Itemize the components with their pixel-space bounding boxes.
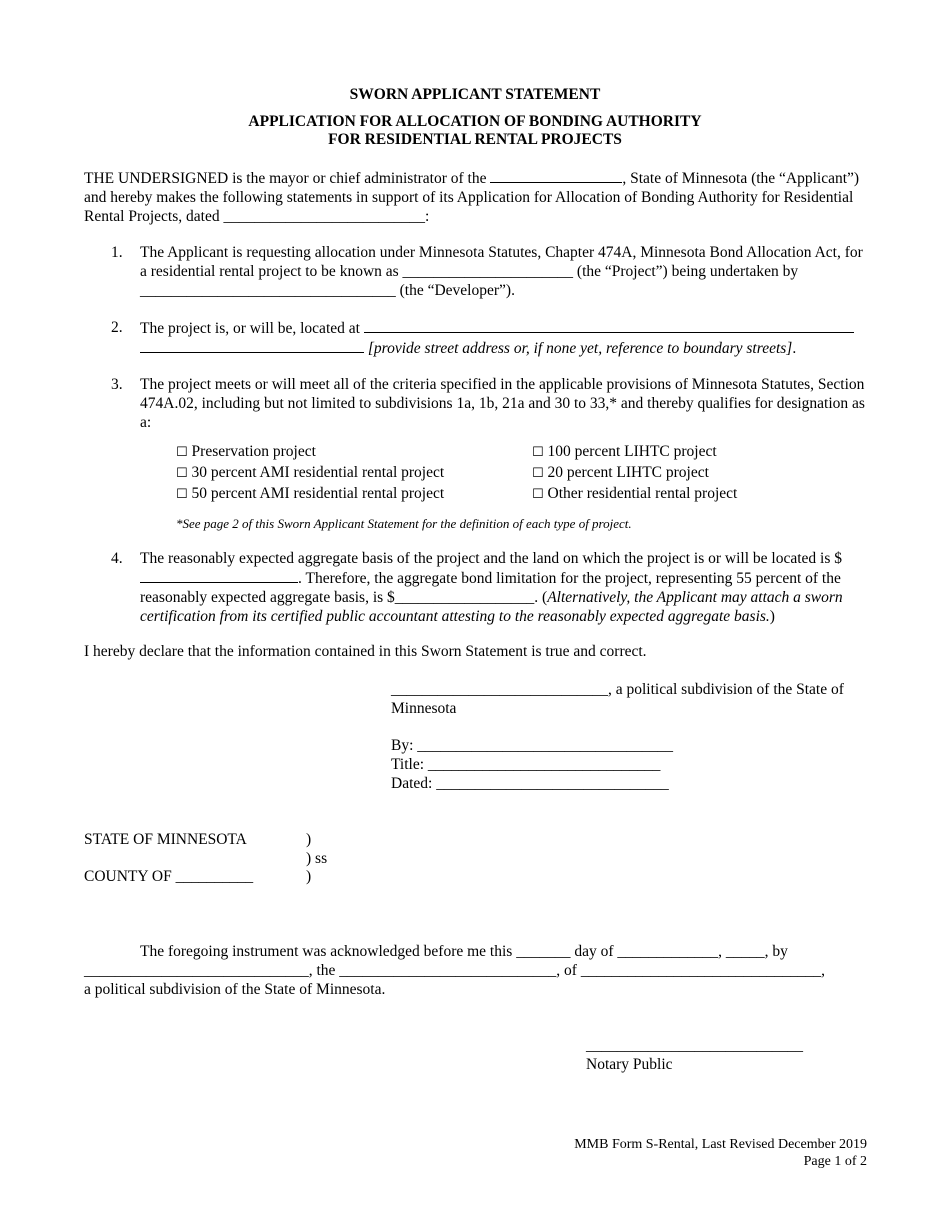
item-2-label: The project is, or will be, located at — [140, 320, 364, 337]
option-label: Preservation project — [191, 443, 316, 460]
applicant-name-blank[interactable] — [490, 168, 622, 183]
location-blank-2[interactable] — [140, 338, 364, 353]
item-4-close: ) — [769, 608, 775, 625]
aggregate-basis-blank[interactable] — [140, 568, 298, 583]
notary-label: Notary Public — [586, 1056, 673, 1073]
project-type-footnote: *See page 2 of this Sworn Applicant Statement for the definition of each type of project. — [176, 516, 632, 531]
option-label: 30 percent AMI residential rental project — [191, 464, 445, 481]
declaration-text: I hereby declare that the information contained in this Sworn Statement is true and correct. — [84, 643, 647, 660]
intro-paragraph — [84, 168, 867, 226]
item-2-period: . — [792, 340, 797, 357]
item-1-number: 1. — [111, 244, 123, 261]
venue-ss: ) ss — [306, 850, 328, 867]
form-revision: MMB Form S-Rental, Last Revised December 2019 — [574, 1137, 867, 1152]
venue-state: STATE OF MINNESOTA — [84, 831, 247, 848]
option-preservation[interactable] — [176, 442, 316, 462]
signature-entity-line: ____________________________, a political subdivision of the State of Minnesota — [391, 681, 844, 717]
option-label: Other residential rental project — [547, 485, 738, 502]
option-label: 100 percent LIHTC project — [547, 443, 717, 460]
checkbox-icon[interactable]: ☐ — [176, 445, 188, 460]
item-4-number: 4. — [111, 550, 123, 567]
checkbox-icon[interactable]: ☐ — [176, 466, 188, 481]
subtitle-line-2: FOR RESIDENTIAL RENTAL PROJECTS — [328, 131, 622, 148]
intro-text-1: THE UNDERSIGNED is the mayor or chief administrator of the — [84, 170, 491, 187]
option-100-lihtc[interactable] — [532, 442, 717, 462]
intro-text-2: , State of Minnesota (the “Applicant”) and hereby makes the following statements in support of its Application for Allocation of Bonding Authority for Residential Rental Projects, dated — [84, 170, 860, 225]
item-2-number: 2. — [111, 319, 123, 336]
location-blank-1[interactable] — [364, 318, 854, 333]
checkbox-icon[interactable]: ☐ — [532, 445, 544, 460]
option-50-ami[interactable] — [176, 484, 444, 504]
acknowledgment-line-1: The foregoing instrument was acknowledged before me this _______ day of _____________, _____, by — [140, 943, 788, 960]
item-4-text-2: . Therefore, the aggregate bond limitation for the project, representing 55 percent of the reasonably expected aggregate basis, is $__________________. ( — [140, 570, 841, 606]
item-4-text-1: The reasonably expected aggregate basis of the project and the land on which the project is or will be located is $ — [140, 550, 842, 567]
checkbox-icon[interactable]: ☐ — [176, 487, 188, 502]
item-1-text: The Applicant is requesting allocation under Minnesota Statutes, Chapter 474A, Minnesota Bond Allocation Act, for a residential rental project to be known as ______________________ (the “Project”) being undertaken by _________________________________ (the “Developer”). — [140, 244, 863, 299]
option-label: 20 percent LIHTC project — [547, 464, 709, 481]
notary-signature-line: ____________________________ — [586, 1037, 803, 1054]
page-number: Page 1 of 2 — [803, 1154, 867, 1169]
venue-paren-1: ) — [306, 831, 312, 848]
venue-county: COUNTY OF __________ — [84, 868, 254, 885]
subtitle-line-1: APPLICATION FOR ALLOCATION OF BONDING AUTHORITY — [248, 113, 702, 130]
option-30-ami[interactable] — [176, 463, 444, 483]
location-instruction: [provide street address or, if none yet, reference to boundary streets] — [367, 340, 793, 357]
item-2-text — [140, 318, 867, 358]
signature-by: By: _________________________________ — [391, 737, 674, 754]
page-footer — [574, 1136, 867, 1170]
checkbox-icon[interactable]: ☐ — [532, 487, 544, 502]
item-3-text: The project meets or will meet all of the criteria specified in the applicable provisions of Minnesota Statutes, Section 474A.02, including but not limited to subdivisions 1a, 1b, 21a and 30 to 33,* and thereby qualifies for designation as a: — [140, 376, 865, 431]
item-4-text — [140, 549, 867, 626]
signature-title: Title: ______________________________ — [391, 756, 661, 773]
option-other[interactable] — [532, 484, 737, 504]
checkbox-icon[interactable]: ☐ — [532, 466, 544, 481]
venue-paren-3: ) — [306, 868, 312, 885]
document-subtitle — [0, 113, 950, 149]
acknowledgment-line-2: _____________________________, the ____________________________, of _______________________________, — [84, 962, 825, 979]
document-title: SWORN APPLICANT STATEMENT — [349, 86, 601, 103]
item-4-alternative: Alternatively, the Applicant may attach a sworn certification from its certified public accountant attesting to the reasonably expected aggregate basis. — [140, 589, 843, 625]
option-20-lihtc[interactable] — [532, 463, 709, 483]
option-label: 50 percent AMI residential rental project — [191, 485, 445, 502]
item-3-number: 3. — [111, 376, 123, 393]
acknowledgment-line-3: a political subdivision of the State of Minnesota. — [84, 981, 386, 998]
intro-date-blank: __________________________: — [223, 208, 430, 225]
signature-dated: Dated: ______________________________ — [391, 775, 669, 792]
